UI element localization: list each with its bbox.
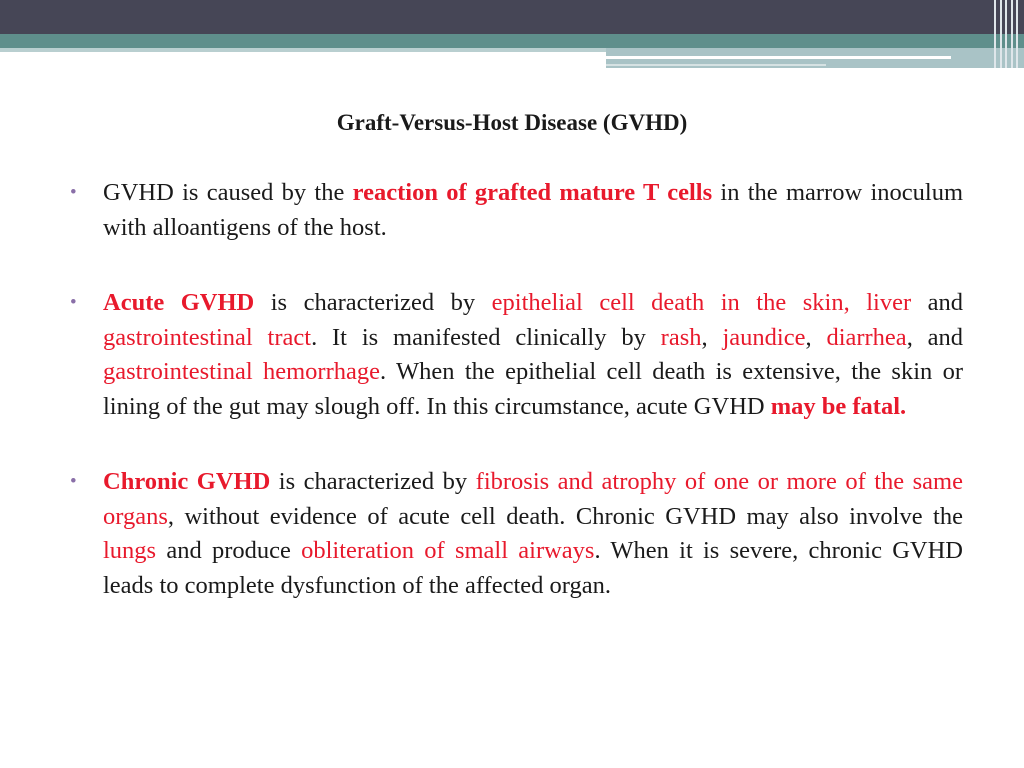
slide-title: Graft-Versus-Host Disease (GVHD): [336, 110, 688, 135]
text-segment: GVHD is caused by the: [103, 179, 353, 206]
highlight-text: diarrhea: [826, 323, 907, 351]
highlight-text: jaundice: [722, 323, 806, 351]
header-band-dark: [0, 0, 1024, 34]
highlight-text: epithelial cell death in the skin, liver: [491, 289, 912, 316]
bullet-item-acute-gvhd: [70, 286, 963, 424]
highlight-text: rash: [660, 323, 702, 351]
text-segment: , and: [906, 323, 964, 351]
text-segment: in the marrow inoculum with alloantigens of the host.: [103, 179, 963, 241]
highlight-text: gastrointestinal hemorrhage: [103, 358, 381, 385]
highlight-text: gastrointestinal tract: [103, 323, 312, 351]
bullet-icon: •: [70, 182, 77, 203]
text-segment: ,: [805, 323, 827, 351]
text-segment: and: [911, 289, 963, 316]
emphasis-text: may be fatal.: [770, 392, 907, 420]
text-segment: is characterized by: [270, 468, 476, 495]
header-line: [606, 56, 951, 59]
header-band-teal: [0, 34, 1024, 48]
text-segment: . It is manifested clinically by: [311, 323, 661, 351]
text-segment: . When the epithelial cell death is extensive, the skin or lining of the gut may slough off. In this circumstance, acute GVHD: [103, 358, 963, 420]
bullet-item-gvhd-cause: [70, 176, 963, 245]
highlight-text: lungs: [103, 537, 157, 564]
bullet-icon: •: [70, 292, 77, 313]
text-segment: is characterized by: [254, 289, 492, 316]
text-segment: ,: [701, 323, 723, 351]
bullet-icon: •: [70, 471, 77, 492]
bullet-list: [70, 176, 963, 603]
emphasis-text: Acute GVHD: [103, 289, 255, 316]
header-band-light: [0, 48, 606, 52]
highlight-text: fibrosis and atrophy of one or more of the same organs: [103, 468, 963, 530]
text-segment: and produce: [156, 537, 302, 564]
text-segment: , without evidence of acute cell death. Chronic GVHD may also involve the: [167, 502, 963, 530]
highlight-text: obliteration of small airways: [301, 537, 595, 564]
emphasis-text: Chronic GVHD: [103, 468, 271, 495]
bullet-item-chronic-gvhd: [70, 465, 963, 603]
text-segment: . When it is severe, chronic GVHD leads to complete dysfunction of the affected organ.: [103, 537, 963, 599]
header-line: [606, 64, 826, 66]
emphasis-text: reaction of grafted mature T cells: [352, 179, 713, 206]
header-stripes: [990, 0, 1024, 68]
